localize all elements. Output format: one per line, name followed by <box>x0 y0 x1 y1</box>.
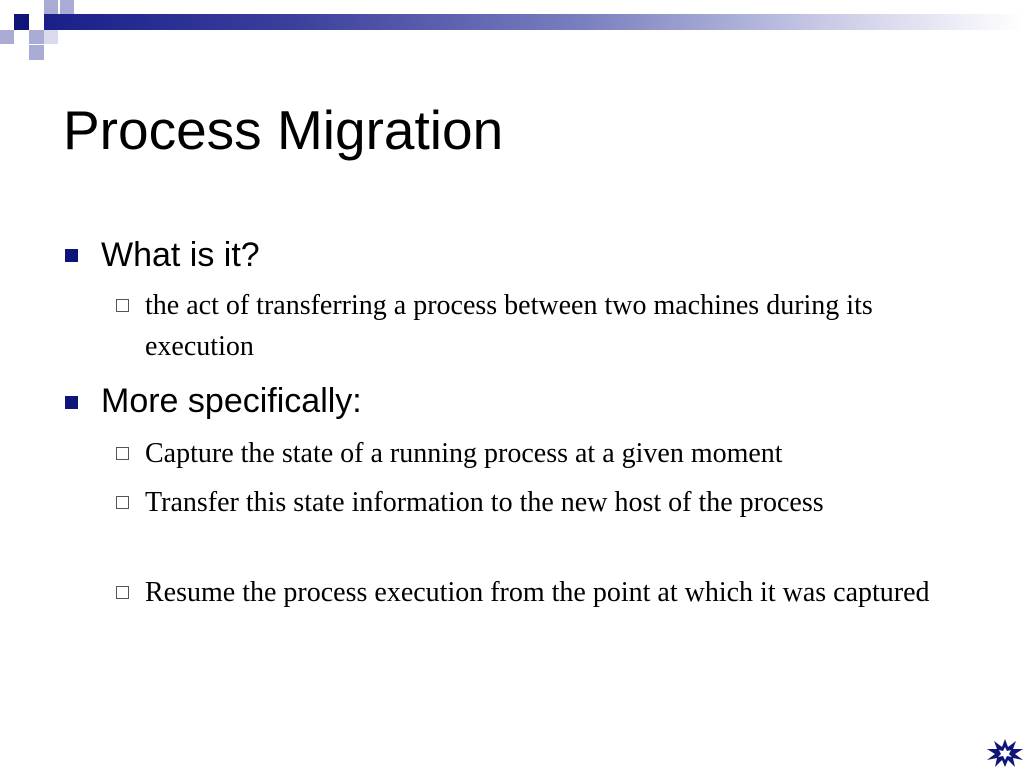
sub-bullet-text: Resume the process execution from the point at which it was captured <box>145 577 930 608</box>
hollow-square-bullet-icon <box>116 299 129 312</box>
header-decor-square <box>29 30 44 44</box>
starburst-icon <box>986 738 1024 768</box>
hollow-square-bullet-icon <box>116 586 129 599</box>
header-decor-square <box>14 14 29 30</box>
slide-title: Process Migration <box>63 99 504 161</box>
header-decor-square <box>44 0 58 14</box>
header-gradient-bar <box>44 14 1024 30</box>
header-decor-square <box>44 30 58 44</box>
header-decor-square <box>29 45 44 60</box>
square-bullet-icon <box>65 249 78 262</box>
bullet-text: What is it? <box>101 236 260 274</box>
header-decor-square <box>60 0 74 14</box>
bullet-text: More specifically: <box>101 382 362 420</box>
sub-bullet-text: Transfer this state information to the new host of the process <box>145 487 824 518</box>
header-decor-block <box>0 0 44 14</box>
sub-bullet-text: Capture the state of a running process at a given moment <box>145 438 783 469</box>
hollow-square-bullet-icon <box>116 496 129 509</box>
sub-bullet-text: the act of transferring a process between two machines during its execution <box>145 290 873 362</box>
hollow-square-bullet-icon <box>116 447 129 460</box>
header-decor-square <box>0 30 14 44</box>
square-bullet-icon <box>65 396 78 409</box>
